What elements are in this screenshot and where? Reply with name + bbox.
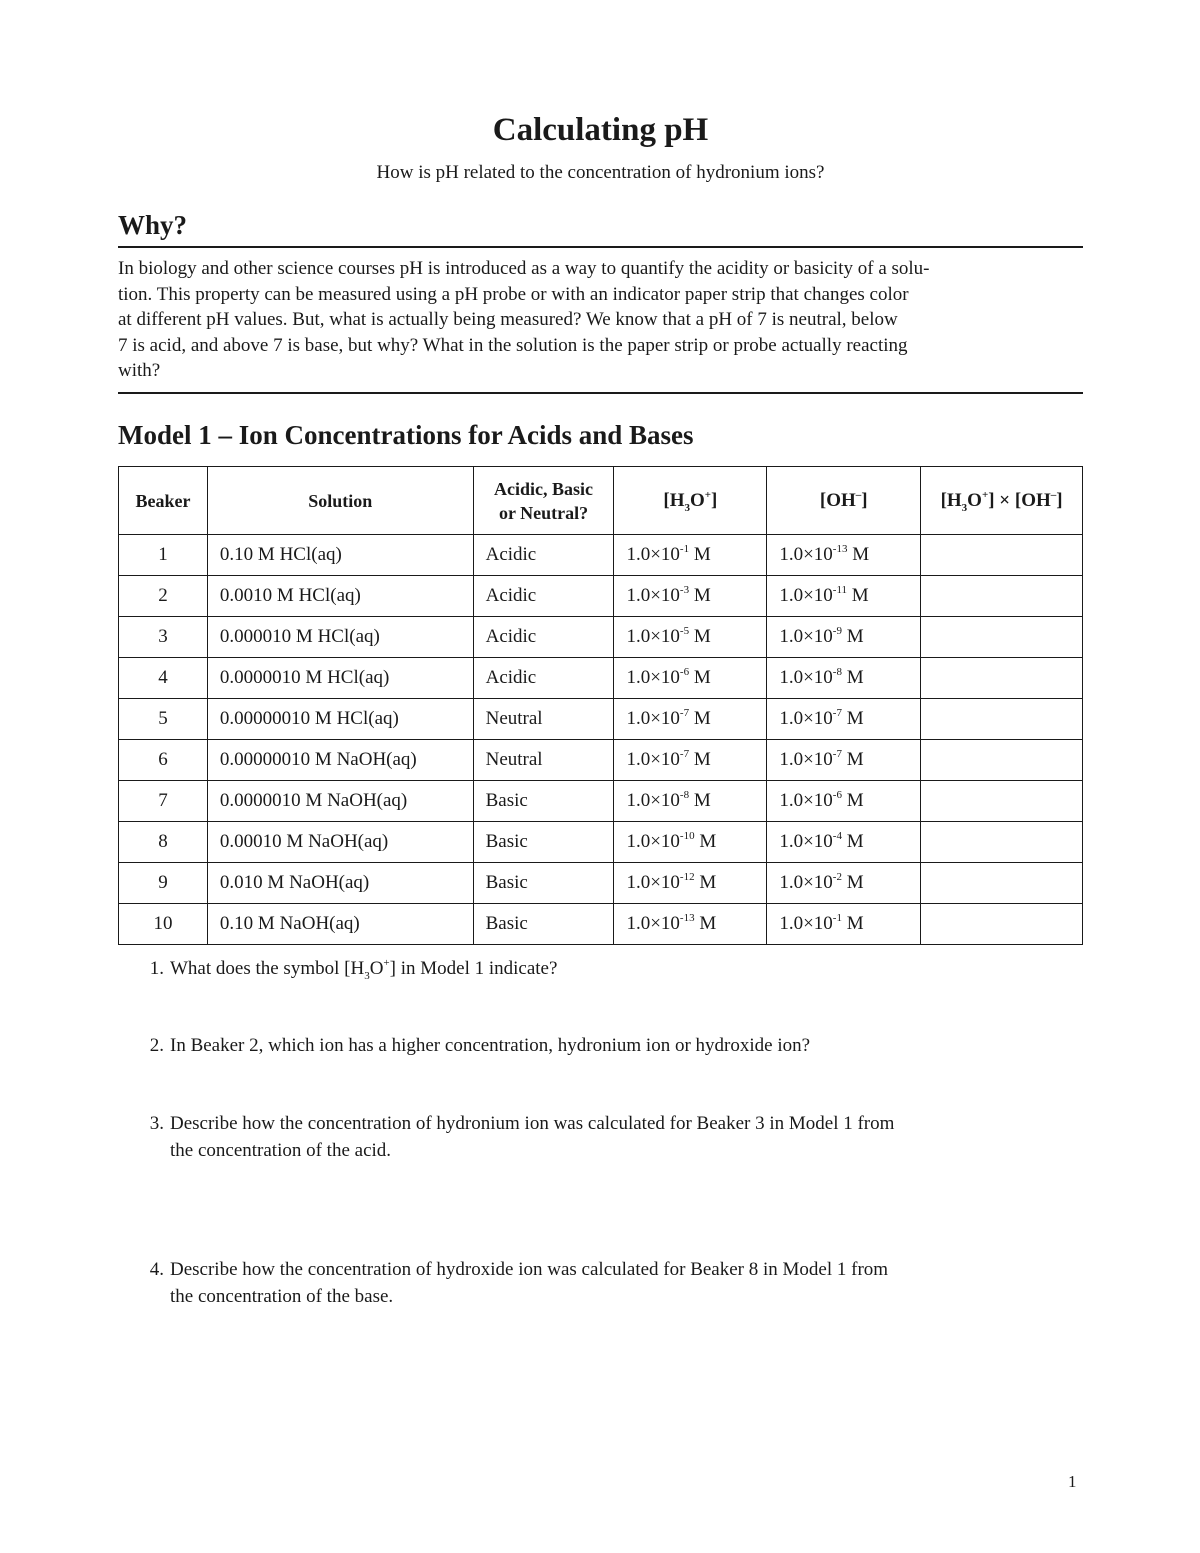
cell-product-answer <box>921 535 1083 576</box>
concentration-exponent: -6 <box>832 789 842 801</box>
cell-h3o <box>614 904 767 945</box>
cell-product-answer <box>921 617 1083 658</box>
cell-product-answer <box>921 740 1083 781</box>
concentration-exponent: -13 <box>679 912 695 924</box>
table-row <box>119 617 1083 658</box>
cell-solution: 0.010 M NaOH(aq) <box>207 863 473 904</box>
cell-h3o <box>614 863 767 904</box>
why-bottom-rule <box>118 392 1083 394</box>
cell-beaker: 2 <box>119 576 208 617</box>
cell-product-answer <box>921 904 1083 945</box>
concentration-unit: M <box>693 749 711 770</box>
table-row <box>119 576 1083 617</box>
concentration-mantissa: 1.0×10 <box>626 913 680 934</box>
header-type-line: or Neutral? <box>498 502 589 523</box>
question-number: 2. <box>149 1035 164 1056</box>
model-heading: Model 1 – Ion Concentrations for Acids and Bases <box>118 420 694 450</box>
concentration-unit: M <box>693 667 711 688</box>
question-3 <box>149 1110 1070 1164</box>
header-beaker: Beaker <box>119 467 208 535</box>
concentration-unit: M <box>846 626 864 647</box>
cell-product-answer <box>921 781 1083 822</box>
concentration-unit: M <box>846 749 864 770</box>
concentration-unit: M <box>846 790 864 811</box>
concentration-mantissa: 1.0×10 <box>626 708 680 729</box>
table-row <box>119 863 1083 904</box>
question-number: 1. <box>149 958 164 979</box>
concentration-mantissa: 1.0×10 <box>779 872 833 893</box>
why-line: tion. This property can be measured using a pH probe or with an indicator paper strip that changes color <box>118 283 909 305</box>
concentration-exponent: -7 <box>832 707 842 719</box>
cell-h3o <box>614 781 767 822</box>
cell-oh <box>767 617 921 658</box>
question-4 <box>149 1256 1070 1310</box>
question-text: the concentration of the acid. <box>170 1140 392 1161</box>
concentration-mantissa: 1.0×10 <box>626 872 680 893</box>
cell-beaker: 6 <box>119 740 208 781</box>
cell-h3o <box>614 576 767 617</box>
cell-solution: 0.0010 M HCl(aq) <box>207 576 473 617</box>
concentration-mantissa: 1.0×10 <box>779 585 833 606</box>
cell-solution: 0.00010 M NaOH(aq) <box>207 822 473 863</box>
cell-oh <box>767 904 921 945</box>
concentration-exponent: -1 <box>679 543 690 555</box>
cell-type: Basic <box>473 781 614 822</box>
cell-solution: 0.00000010 M HCl(aq) <box>207 699 473 740</box>
concentration-mantissa: 1.0×10 <box>779 626 833 647</box>
concentration-unit: M <box>699 831 717 852</box>
concentration-mantissa: 1.0×10 <box>779 790 833 811</box>
why-line: with? <box>118 360 161 381</box>
cell-beaker: 10 <box>119 904 208 945</box>
concentration-exponent: -4 <box>832 830 842 842</box>
question-2 <box>149 1032 1070 1059</box>
cell-type: Neutral <box>473 740 614 781</box>
cell-type: Basic <box>473 822 614 863</box>
concentration-exponent: -3 <box>679 584 690 596</box>
cell-solution: 0.0000010 M HCl(aq) <box>207 658 473 699</box>
concentration-unit: M <box>699 913 717 934</box>
question-text: the concentration of the base. <box>170 1286 394 1307</box>
concentration-mantissa: 1.0×10 <box>626 544 680 565</box>
concentration-mantissa: 1.0×10 <box>779 749 833 770</box>
cell-oh <box>767 863 921 904</box>
table-row <box>119 699 1083 740</box>
cell-h3o <box>614 535 767 576</box>
cell-beaker: 9 <box>119 863 208 904</box>
cell-oh <box>767 658 921 699</box>
cell-product-answer <box>921 658 1083 699</box>
concentration-unit: M <box>693 585 711 606</box>
table-header-row <box>119 467 1083 535</box>
table-row <box>119 781 1083 822</box>
cell-product-answer <box>921 822 1083 863</box>
cell-oh <box>767 535 921 576</box>
concentration-exponent: -7 <box>832 748 842 760</box>
concentration-unit: M <box>846 831 864 852</box>
concentration-mantissa: 1.0×10 <box>626 585 680 606</box>
concentration-unit: M <box>846 708 864 729</box>
concentration-exponent: -10 <box>679 830 695 842</box>
cell-type: Neutral <box>473 699 614 740</box>
concentration-unit: M <box>693 708 711 729</box>
header-product: $[H_3O^+] \times [OH^-]$ <box>921 467 1083 535</box>
header-oh: [OH–] <box>767 467 921 535</box>
cell-beaker: 3 <box>119 617 208 658</box>
question-text: Describe how the concentration of hydronium ion was calculated for Beaker 3 in Model 1 from <box>170 1113 895 1134</box>
table-row <box>119 740 1083 781</box>
concentration-mantissa: 1.0×10 <box>626 790 680 811</box>
concentration-exponent: -2 <box>832 871 842 883</box>
cell-product-answer <box>921 863 1083 904</box>
concentration-mantissa: 1.0×10 <box>626 626 680 647</box>
cell-type: Acidic <box>473 658 614 699</box>
cell-beaker: 4 <box>119 658 208 699</box>
cell-solution: 0.10 M NaOH(aq) <box>207 904 473 945</box>
why-line: In biology and other science courses pH is introduced as a way to quantify the acidity or basicity of a solu- <box>118 258 930 279</box>
concentration-mantissa: 1.0×10 <box>779 667 833 688</box>
question-text: What does the symbol $[H_3O^+]$ in Model 1 indicate? <box>170 957 558 982</box>
cell-oh <box>767 699 921 740</box>
table-body <box>119 535 1083 945</box>
cell-oh <box>767 781 921 822</box>
cell-h3o <box>614 822 767 863</box>
concentration-unit: M <box>846 667 864 688</box>
ion-concentration-table <box>118 466 1083 945</box>
cell-solution: 0.000010 M HCl(aq) <box>207 617 473 658</box>
concentration-exponent: -7 <box>679 748 690 760</box>
concentration-unit: M <box>852 544 870 565</box>
page-number: 1 <box>1068 1472 1077 1491</box>
cell-h3o <box>614 699 767 740</box>
concentration-unit: M <box>693 626 711 647</box>
concentration-unit: M <box>851 585 869 606</box>
cell-beaker: 5 <box>119 699 208 740</box>
question-number: 4. <box>149 1259 164 1280</box>
cell-type: Basic <box>473 863 614 904</box>
cell-oh <box>767 740 921 781</box>
table-row <box>119 658 1083 699</box>
why-line: at different pH values. But, what is actually being measured? We know that a pH of 7 is neutral, below <box>118 309 898 330</box>
concentration-unit: M <box>846 872 864 893</box>
concentration-mantissa: 1.0×10 <box>626 831 680 852</box>
question-text: In Beaker 2, which ion has a higher concentration, hydronium ion or hydroxide ion? <box>170 1035 811 1056</box>
concentration-unit: M <box>846 913 864 934</box>
cell-solution: 0.00000010 M NaOH(aq) <box>207 740 473 781</box>
concentration-exponent: -8 <box>832 666 842 678</box>
why-paragraph <box>118 256 1083 384</box>
why-top-rule <box>118 246 1083 248</box>
concentration-mantissa: 1.0×10 <box>626 667 680 688</box>
cell-h3o <box>614 658 767 699</box>
cell-beaker: 8 <box>119 822 208 863</box>
concentration-mantissa: 1.0×10 <box>779 913 833 934</box>
table-row <box>119 822 1083 863</box>
cell-product-answer <box>921 699 1083 740</box>
cell-h3o <box>614 617 767 658</box>
why-line: 7 is acid, and above 7 is base, but why? What in the solution is the paper strip or probe actually reacting <box>118 334 908 356</box>
cell-type: Basic <box>473 904 614 945</box>
table-row <box>119 535 1083 576</box>
concentration-mantissa: 1.0×10 <box>779 831 833 852</box>
cell-h3o <box>614 740 767 781</box>
why-heading: Why? <box>118 210 188 240</box>
page-title: Calculating pH <box>492 112 709 148</box>
concentration-exponent: -8 <box>679 789 690 801</box>
cell-product-answer <box>921 576 1083 617</box>
concentration-mantissa: 1.0×10 <box>779 544 833 565</box>
concentration-exponent: -13 <box>832 543 848 555</box>
cell-type: Acidic <box>473 576 614 617</box>
cell-beaker: 1 <box>119 535 208 576</box>
header-acidic-basic-neutral <box>473 467 614 535</box>
concentration-exponent: -1 <box>832 912 842 924</box>
header-h3o: $[H_3O^+]$ <box>614 467 767 535</box>
question-1 <box>149 955 1070 982</box>
cell-beaker: 7 <box>119 781 208 822</box>
header-solution: Solution <box>207 467 473 535</box>
concentration-exponent: -12 <box>679 871 695 883</box>
concentration-exponent: -7 <box>679 707 690 719</box>
concentration-unit: M <box>693 544 711 565</box>
concentration-mantissa: 1.0×10 <box>626 749 680 770</box>
concentration-unit: M <box>693 790 711 811</box>
cell-oh <box>767 822 921 863</box>
concentration-exponent: -11 <box>832 584 848 596</box>
question-text: Describe how the concentration of hydroxide ion was calculated for Beaker 8 in Model 1 from <box>170 1259 889 1280</box>
cell-solution: 0.0000010 M NaOH(aq) <box>207 781 473 822</box>
concentration-exponent: -6 <box>679 666 690 678</box>
cell-type: Acidic <box>473 617 614 658</box>
concentration-exponent: -9 <box>832 625 842 637</box>
cell-solution: 0.10 M HCl(aq) <box>207 535 473 576</box>
concentration-exponent: -5 <box>679 625 690 637</box>
question-number: 3. <box>149 1113 164 1134</box>
concentration-unit: M <box>699 872 717 893</box>
cell-type: Acidic <box>473 535 614 576</box>
cell-oh <box>767 576 921 617</box>
header-type-line: Acidic, Basic <box>494 478 594 499</box>
page-subtitle: How is pH related to the concentration of hydronium ions? <box>376 162 825 183</box>
table-row <box>119 904 1083 945</box>
concentration-mantissa: 1.0×10 <box>779 708 833 729</box>
